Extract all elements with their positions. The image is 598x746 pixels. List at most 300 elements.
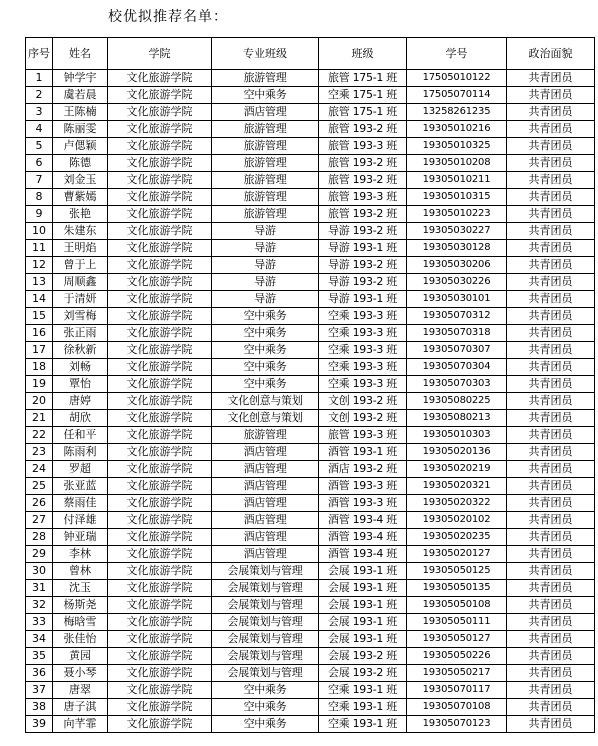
cell-political-status: 共青团员 [507, 223, 595, 240]
cell-no: 20 [26, 393, 53, 410]
cell-college: 文化旅游学院 [108, 342, 212, 359]
cell-political-status: 共青团员 [507, 393, 595, 410]
cell-no: 1 [26, 70, 53, 87]
cell-political-status: 共青团员 [507, 155, 595, 172]
cell-class: 会展 193-1 班 [319, 580, 407, 597]
cell-no: 33 [26, 614, 53, 631]
cell-major: 酒店管理 [212, 104, 319, 121]
table-row [26, 291, 595, 308]
cell-name: 张亚蓝 [53, 478, 108, 495]
cell-student-id: 19305010208 [407, 155, 507, 172]
cell-class: 导游 193-2 班 [319, 257, 407, 274]
cell-no: 16 [26, 325, 53, 342]
cell-class: 会展 193-1 班 [319, 563, 407, 580]
cell-major: 导游 [212, 240, 319, 257]
table-row [26, 478, 595, 495]
cell-no: 26 [26, 495, 53, 512]
cell-no: 25 [26, 478, 53, 495]
cell-college: 文化旅游学院 [108, 138, 212, 155]
table-row [26, 257, 595, 274]
cell-college: 文化旅游学院 [108, 529, 212, 546]
cell-name: 钟亚瑞 [53, 529, 108, 546]
cell-student-id: 19305030227 [407, 223, 507, 240]
cell-student-id: 19305050108 [407, 597, 507, 614]
cell-student-id: 19305030226 [407, 274, 507, 291]
cell-student-id: 19305080225 [407, 393, 507, 410]
table-row [26, 308, 595, 325]
cell-college: 文化旅游学院 [108, 478, 212, 495]
table-row [26, 597, 595, 614]
cell-political-status: 共青团员 [507, 699, 595, 716]
cell-no: 3 [26, 104, 53, 121]
cell-name: 唐子淇 [53, 699, 108, 716]
cell-class: 会展 193-2 班 [319, 665, 407, 682]
cell-major: 空中乘务 [212, 716, 319, 733]
table-row [26, 716, 595, 733]
cell-class: 空乘 175-1 班 [319, 87, 407, 104]
cell-major: 旅游管理 [212, 138, 319, 155]
cell-major: 文化创意与策划 [212, 393, 319, 410]
cell-political-status: 共青团员 [507, 308, 595, 325]
cell-college: 文化旅游学院 [108, 325, 212, 342]
header-student-id: 学号 [407, 38, 507, 70]
cell-no: 11 [26, 240, 53, 257]
cell-political-status: 共青团员 [507, 410, 595, 427]
cell-class: 文创 193-2 班 [319, 410, 407, 427]
header-college: 学院 [108, 38, 212, 70]
cell-class: 会展 193-1 班 [319, 614, 407, 631]
cell-name: 钟学宇 [53, 70, 108, 87]
cell-major: 空中乘务 [212, 699, 319, 716]
cell-student-id: 19305020136 [407, 444, 507, 461]
cell-student-id: 19305010325 [407, 138, 507, 155]
cell-college: 文化旅游学院 [108, 665, 212, 682]
cell-class: 旅管 193-3 班 [319, 189, 407, 206]
cell-class: 空乘 193-3 班 [319, 308, 407, 325]
cell-no: 29 [26, 546, 53, 563]
cell-name: 王陈楠 [53, 104, 108, 121]
table-row [26, 665, 595, 682]
cell-name: 向芊霏 [53, 716, 108, 733]
cell-class: 旅管 175-1 班 [319, 104, 407, 121]
cell-class: 会展 193-2 班 [319, 648, 407, 665]
cell-no: 6 [26, 155, 53, 172]
cell-major: 旅游管理 [212, 427, 319, 444]
cell-class: 酒管 193-3 班 [319, 495, 407, 512]
cell-class: 空乘 193-3 班 [319, 359, 407, 376]
header-political-status: 政治面貌 [507, 38, 595, 70]
cell-name: 杨斯尧 [53, 597, 108, 614]
cell-student-id: 19305020321 [407, 478, 507, 495]
cell-major: 旅游管理 [212, 121, 319, 138]
cell-political-status: 共青团员 [507, 359, 595, 376]
cell-college: 文化旅游学院 [108, 682, 212, 699]
cell-political-status: 共青团员 [507, 427, 595, 444]
cell-name: 黄园 [53, 648, 108, 665]
cell-no: 7 [26, 172, 53, 189]
table-row [26, 648, 595, 665]
table-row [26, 138, 595, 155]
cell-student-id: 19305030128 [407, 240, 507, 257]
cell-political-status: 共青团员 [507, 563, 595, 580]
cell-student-id: 19305050135 [407, 580, 507, 597]
cell-name: 刘金玉 [53, 172, 108, 189]
cell-political-status: 共青团员 [507, 172, 595, 189]
cell-political-status: 共青团员 [507, 325, 595, 342]
cell-political-status: 共青团员 [507, 138, 595, 155]
cell-major: 会展策划与管理 [212, 614, 319, 631]
cell-major: 文化创意与策划 [212, 410, 319, 427]
cell-political-status: 共青团员 [507, 631, 595, 648]
table-row [26, 631, 595, 648]
cell-name: 曹紫嫣 [53, 189, 108, 206]
cell-student-id: 19305010303 [407, 427, 507, 444]
cell-name: 周顺鑫 [53, 274, 108, 291]
cell-no: 23 [26, 444, 53, 461]
cell-college: 文化旅游学院 [108, 410, 212, 427]
table-row [26, 444, 595, 461]
cell-college: 文化旅游学院 [108, 172, 212, 189]
cell-name: 朱建东 [53, 223, 108, 240]
cell-college: 文化旅游学院 [108, 291, 212, 308]
cell-name: 梅晗雪 [53, 614, 108, 631]
cell-no: 22 [26, 427, 53, 444]
cell-student-id: 19305030206 [407, 257, 507, 274]
cell-college: 文化旅游学院 [108, 563, 212, 580]
table-row [26, 580, 595, 597]
cell-student-id: 19305080213 [407, 410, 507, 427]
cell-name: 卢偲颖 [53, 138, 108, 155]
cell-major: 酒店管理 [212, 495, 319, 512]
cell-name: 蔡雨佳 [53, 495, 108, 512]
cell-name: 刘雪梅 [53, 308, 108, 325]
cell-major: 导游 [212, 257, 319, 274]
header-class: 班级 [319, 38, 407, 70]
cell-no: 34 [26, 631, 53, 648]
cell-no: 10 [26, 223, 53, 240]
cell-class: 酒管 193-4 班 [319, 512, 407, 529]
cell-student-id: 19305050125 [407, 563, 507, 580]
cell-college: 文化旅游学院 [108, 512, 212, 529]
cell-major: 会展策划与管理 [212, 631, 319, 648]
cell-college: 文化旅游学院 [108, 648, 212, 665]
cell-name: 沈玉 [53, 580, 108, 597]
cell-class: 酒管 193-1 班 [319, 444, 407, 461]
cell-student-id: 19305010315 [407, 189, 507, 206]
table-row [26, 189, 595, 206]
table-row [26, 121, 595, 138]
cell-college: 文化旅游学院 [108, 257, 212, 274]
cell-student-id: 19305010216 [407, 121, 507, 138]
cell-name: 于清妍 [53, 291, 108, 308]
cell-student-id: 19305050217 [407, 665, 507, 682]
table-row [26, 461, 595, 478]
cell-political-status: 共青团员 [507, 240, 595, 257]
cell-class: 旅管 193-2 班 [319, 155, 407, 172]
document-title: 校优拟推荐名单： [108, 9, 228, 25]
recommendation-table [25, 37, 595, 733]
cell-name: 唐翠 [53, 682, 108, 699]
cell-no: 35 [26, 648, 53, 665]
cell-student-id: 19305020219 [407, 461, 507, 478]
cell-no: 5 [26, 138, 53, 155]
cell-class: 旅管 193-3 班 [319, 138, 407, 155]
cell-student-id: 13258261235 [407, 104, 507, 121]
cell-class: 导游 193-1 班 [319, 291, 407, 308]
cell-political-status: 共青团员 [507, 495, 595, 512]
cell-college: 文化旅游学院 [108, 206, 212, 223]
cell-student-id: 19305070303 [407, 376, 507, 393]
cell-college: 文化旅游学院 [108, 614, 212, 631]
cell-college: 文化旅游学院 [108, 699, 212, 716]
table-row [26, 614, 595, 631]
cell-political-status: 共青团员 [507, 274, 595, 291]
cell-major: 会展策划与管理 [212, 648, 319, 665]
cell-political-status: 共青团员 [507, 614, 595, 631]
table-row [26, 376, 595, 393]
cell-student-id: 17505070114 [407, 87, 507, 104]
cell-major: 空中乘务 [212, 308, 319, 325]
cell-class: 会展 193-1 班 [319, 631, 407, 648]
cell-class: 旅管 175-1 班 [319, 70, 407, 87]
cell-political-status: 共青团员 [507, 512, 595, 529]
cell-major: 导游 [212, 274, 319, 291]
cell-major: 空中乘务 [212, 682, 319, 699]
cell-no: 30 [26, 563, 53, 580]
cell-political-status: 共青团员 [507, 376, 595, 393]
cell-class: 导游 193-2 班 [319, 223, 407, 240]
table-row [26, 563, 595, 580]
header-major: 专业班级 [212, 38, 319, 70]
header-no: 序号 [26, 38, 53, 70]
cell-political-status: 共青团员 [507, 104, 595, 121]
cell-no: 9 [26, 206, 53, 223]
table-row [26, 87, 595, 104]
table-body [26, 70, 595, 733]
cell-no: 36 [26, 665, 53, 682]
cell-major: 会展策划与管理 [212, 597, 319, 614]
cell-political-status: 共青团员 [507, 716, 595, 733]
cell-student-id: 19305010223 [407, 206, 507, 223]
table-row [26, 495, 595, 512]
cell-no: 27 [26, 512, 53, 529]
cell-major: 酒店管理 [212, 529, 319, 546]
cell-college: 文化旅游学院 [108, 121, 212, 138]
cell-student-id: 17505010122 [407, 70, 507, 87]
cell-name: 任和平 [53, 427, 108, 444]
table-row [26, 274, 595, 291]
cell-name: 陈丽雯 [53, 121, 108, 138]
cell-no: 18 [26, 359, 53, 376]
cell-no: 37 [26, 682, 53, 699]
cell-student-id: 19305020235 [407, 529, 507, 546]
table-row [26, 512, 595, 529]
cell-college: 文化旅游学院 [108, 240, 212, 257]
cell-political-status: 共青团员 [507, 597, 595, 614]
cell-major: 旅游管理 [212, 70, 319, 87]
table-header-row [26, 38, 595, 70]
cell-class: 旅管 193-2 班 [319, 206, 407, 223]
cell-major: 旅游管理 [212, 172, 319, 189]
table-row [26, 206, 595, 223]
cell-student-id: 19305010211 [407, 172, 507, 189]
cell-student-id: 19305070318 [407, 325, 507, 342]
cell-college: 文化旅游学院 [108, 189, 212, 206]
cell-name: 陈雨利 [53, 444, 108, 461]
cell-no: 31 [26, 580, 53, 597]
cell-college: 文化旅游学院 [108, 359, 212, 376]
cell-name: 张佳怡 [53, 631, 108, 648]
table-row [26, 546, 595, 563]
cell-college: 文化旅游学院 [108, 223, 212, 240]
cell-student-id: 19305070123 [407, 716, 507, 733]
cell-class: 导游 193-2 班 [319, 274, 407, 291]
cell-college: 文化旅游学院 [108, 393, 212, 410]
cell-class: 旅管 193-2 班 [319, 121, 407, 138]
cell-name: 李林 [53, 546, 108, 563]
cell-student-id: 19305030101 [407, 291, 507, 308]
cell-college: 文化旅游学院 [108, 376, 212, 393]
cell-major: 导游 [212, 291, 319, 308]
cell-student-id: 19305070312 [407, 308, 507, 325]
cell-student-id: 19305020127 [407, 546, 507, 563]
cell-political-status: 共青团员 [507, 580, 595, 597]
cell-class: 空乘 193-3 班 [319, 325, 407, 342]
cell-no: 12 [26, 257, 53, 274]
cell-student-id: 19305070307 [407, 342, 507, 359]
cell-no: 19 [26, 376, 53, 393]
cell-college: 文化旅游学院 [108, 495, 212, 512]
cell-political-status: 共青团员 [507, 206, 595, 223]
cell-class: 空乘 193-1 班 [319, 682, 407, 699]
cell-major: 酒店管理 [212, 478, 319, 495]
cell-no: 38 [26, 699, 53, 716]
cell-major: 旅游管理 [212, 206, 319, 223]
cell-no: 28 [26, 529, 53, 546]
table-row [26, 172, 595, 189]
cell-student-id: 19305070304 [407, 359, 507, 376]
cell-major: 空中乘务 [212, 359, 319, 376]
table-row [26, 104, 595, 121]
cell-student-id: 19305050111 [407, 614, 507, 631]
cell-name: 罗超 [53, 461, 108, 478]
cell-major: 会展策划与管理 [212, 563, 319, 580]
cell-class: 酒管 193-4 班 [319, 529, 407, 546]
cell-political-status: 共青团员 [507, 478, 595, 495]
cell-name: 张艳 [53, 206, 108, 223]
cell-no: 13 [26, 274, 53, 291]
table-row [26, 393, 595, 410]
table-row [26, 427, 595, 444]
cell-name: 付泽雄 [53, 512, 108, 529]
cell-student-id: 19305070117 [407, 682, 507, 699]
cell-major: 酒店管理 [212, 444, 319, 461]
cell-major: 会展策划与管理 [212, 580, 319, 597]
cell-political-status: 共青团员 [507, 444, 595, 461]
cell-student-id: 19305050127 [407, 631, 507, 648]
cell-name: 张正雨 [53, 325, 108, 342]
cell-class: 空乘 193-1 班 [319, 716, 407, 733]
cell-college: 文化旅游学院 [108, 461, 212, 478]
table-row [26, 342, 595, 359]
cell-name: 虞若晨 [53, 87, 108, 104]
cell-name: 曾于上 [53, 257, 108, 274]
cell-name: 唐婷 [53, 393, 108, 410]
cell-college: 文化旅游学院 [108, 716, 212, 733]
table-row [26, 682, 595, 699]
cell-student-id: 19305070108 [407, 699, 507, 716]
cell-political-status: 共青团员 [507, 342, 595, 359]
cell-political-status: 共青团员 [507, 529, 595, 546]
cell-name: 刘畅 [53, 359, 108, 376]
table-row [26, 240, 595, 257]
cell-class: 空乘 193-3 班 [319, 342, 407, 359]
cell-college: 文化旅游学院 [108, 444, 212, 461]
cell-student-id: 19305020322 [407, 495, 507, 512]
cell-college: 文化旅游学院 [108, 631, 212, 648]
cell-political-status: 共青团员 [507, 189, 595, 206]
cell-name: 徐秋新 [53, 342, 108, 359]
cell-no: 8 [26, 189, 53, 206]
cell-no: 17 [26, 342, 53, 359]
cell-name: 胡欣 [53, 410, 108, 427]
cell-class: 空乘 193-1 班 [319, 699, 407, 716]
cell-major: 酒店管理 [212, 461, 319, 478]
cell-major: 旅游管理 [212, 155, 319, 172]
cell-political-status: 共青团员 [507, 291, 595, 308]
cell-class: 酒店 193-2 班 [319, 461, 407, 478]
cell-no: 32 [26, 597, 53, 614]
cell-political-status: 共青团员 [507, 682, 595, 699]
cell-no: 2 [26, 87, 53, 104]
cell-political-status: 共青团员 [507, 648, 595, 665]
cell-college: 文化旅游学院 [108, 155, 212, 172]
cell-class: 酒管 193-3 班 [319, 478, 407, 495]
cell-college: 文化旅游学院 [108, 70, 212, 87]
header-name: 姓名 [53, 38, 108, 70]
cell-political-status: 共青团员 [507, 461, 595, 478]
table-row [26, 359, 595, 376]
cell-major: 酒店管理 [212, 546, 319, 563]
cell-class: 旅管 193-2 班 [319, 172, 407, 189]
cell-major: 酒店管理 [212, 512, 319, 529]
table-row [26, 70, 595, 87]
cell-name: 覃怡 [53, 376, 108, 393]
cell-name: 王明焰 [53, 240, 108, 257]
cell-class: 文创 193-2 班 [319, 393, 407, 410]
cell-major: 导游 [212, 223, 319, 240]
cell-major: 空中乘务 [212, 87, 319, 104]
cell-college: 文化旅游学院 [108, 580, 212, 597]
cell-political-status: 共青团员 [507, 70, 595, 87]
cell-no: 15 [26, 308, 53, 325]
cell-class: 导游 193-1 班 [319, 240, 407, 257]
cell-political-status: 共青团员 [507, 546, 595, 563]
cell-name: 陈德 [53, 155, 108, 172]
cell-college: 文化旅游学院 [108, 308, 212, 325]
cell-class: 旅管 193-3 班 [319, 427, 407, 444]
cell-class: 会展 193-1 班 [319, 597, 407, 614]
cell-no: 14 [26, 291, 53, 308]
cell-major: 旅游管理 [212, 189, 319, 206]
table-row [26, 325, 595, 342]
cell-college: 文化旅游学院 [108, 597, 212, 614]
cell-no: 21 [26, 410, 53, 427]
table-row [26, 223, 595, 240]
cell-college: 文化旅游学院 [108, 87, 212, 104]
cell-major: 会展策划与管理 [212, 665, 319, 682]
cell-major: 空中乘务 [212, 376, 319, 393]
